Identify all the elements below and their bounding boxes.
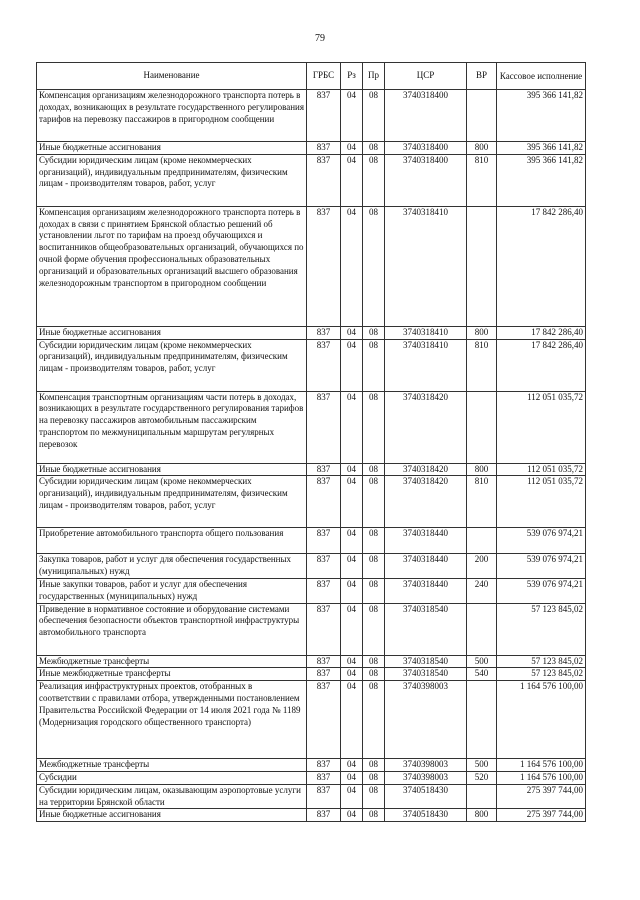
table-cell-amount: 57 123 845,02	[497, 603, 586, 655]
table-cell-pr: 08	[363, 206, 385, 326]
header-rz: Рз	[341, 63, 363, 90]
table-cell-rz: 04	[341, 206, 363, 326]
table-cell-grbs: 837	[307, 771, 341, 784]
table-cell-grbs: 837	[307, 90, 341, 142]
table-cell-vr	[467, 784, 497, 809]
table-cell-csr: 3740318420	[385, 391, 467, 463]
table-cell-csr: 3740398003	[385, 681, 467, 759]
table-cell-amount: 112 051 035,72	[497, 463, 586, 476]
table-row	[37, 206, 586, 326]
table-cell-vr: 800	[467, 463, 497, 476]
table-cell-csr: 3740318400	[385, 154, 467, 206]
table-cell-pr: 08	[363, 339, 385, 391]
table-cell-amount: 539 076 974,21	[497, 528, 586, 554]
header-vr: ВР	[467, 63, 497, 90]
table-cell-vr	[467, 391, 497, 463]
table-cell-rz: 04	[341, 655, 363, 668]
table-cell-grbs: 837	[307, 681, 341, 759]
table-cell-rz: 04	[341, 391, 363, 463]
table-cell-name: Иные бюджетные ассигнования	[37, 326, 307, 339]
table-cell-pr: 08	[363, 391, 385, 463]
table-cell-pr: 08	[363, 463, 385, 476]
table-cell-name: Субсидии юридическим лицам, оказывающим аэропортовые услуги на территории Брянской области	[37, 784, 307, 809]
table-cell-grbs: 837	[307, 326, 341, 339]
table-cell-vr	[467, 603, 497, 655]
table-cell-pr: 08	[363, 476, 385, 528]
table-cell-vr	[467, 528, 497, 554]
table-cell-name: Компенсация организациям железнодорожного транспорта потерь в доходах в связи с принятием Брянской областью решений об установлении льгот по тарифам на проезд обучающихся и воспитанников общеобразовательных организаций, обучающихся по очной форме обучения профессиональных образовательных организаций и образовательных организаций высшего образования железнодорожным транспортом в пригородном сообщении	[37, 206, 307, 326]
table-cell-name: Субсидии	[37, 771, 307, 784]
table-cell-amount: 17 842 286,40	[497, 326, 586, 339]
table-cell-vr	[467, 90, 497, 142]
table-cell-rz: 04	[341, 784, 363, 809]
table-row	[37, 771, 586, 784]
table-cell-vr: 500	[467, 655, 497, 668]
table-cell-csr: 3740318410	[385, 339, 467, 391]
table-cell-name: Межбюджетные трансферты	[37, 655, 307, 668]
table-cell-vr: 200	[467, 554, 497, 579]
table-row	[37, 578, 586, 603]
table-cell-pr: 08	[363, 603, 385, 655]
table-cell-amount: 17 842 286,40	[497, 339, 586, 391]
table-row	[37, 326, 586, 339]
table-cell-amount: 112 051 035,72	[497, 391, 586, 463]
table-cell-vr: 800	[467, 326, 497, 339]
table-cell-rz: 04	[341, 528, 363, 554]
table-cell-rz: 04	[341, 681, 363, 759]
table-cell-name: Закупка товаров, работ и услуг для обеспечения государственных (муниципальных) нужд	[37, 554, 307, 579]
table-cell-csr: 3740318540	[385, 668, 467, 681]
table-row	[37, 809, 586, 822]
table-cell-amount: 1 164 576 100,00	[497, 759, 586, 772]
table-cell-vr: 810	[467, 154, 497, 206]
table-cell-amount: 17 842 286,40	[497, 206, 586, 326]
table-cell-csr: 3740318420	[385, 463, 467, 476]
table-cell-name: Субсидии юридическим лицам (кроме некоммерческих организаций), индивидуальным предпринимателям, физическим лицам - производителям товаров, работ, услуг	[37, 476, 307, 528]
table-cell-pr: 08	[363, 771, 385, 784]
table-cell-name: Межбюджетные трансферты	[37, 759, 307, 772]
table-row	[37, 476, 586, 528]
table-row	[37, 759, 586, 772]
table-cell-vr: 520	[467, 771, 497, 784]
table-cell-csr: 3740318440	[385, 578, 467, 603]
header-name: Наименование	[37, 63, 307, 90]
table-cell-name: Иные бюджетные ассигнования	[37, 463, 307, 476]
table-cell-rz: 04	[341, 759, 363, 772]
table-cell-amount: 112 051 035,72	[497, 476, 586, 528]
table-cell-amount: 395 366 141,82	[497, 142, 586, 155]
table-cell-pr: 08	[363, 90, 385, 142]
table-row	[37, 154, 586, 206]
table-cell-name: Субсидии юридическим лицам (кроме некоммерческих организаций), индивидуальным предпринимателям, физическим лицам - производителям товаров, работ, услуг	[37, 339, 307, 391]
table-cell-grbs: 837	[307, 668, 341, 681]
table-cell-csr: 3740318540	[385, 603, 467, 655]
table-cell-amount: 395 366 141,82	[497, 154, 586, 206]
table-cell-name: Иные закупки товаров, работ и услуг для обеспечения государственных (муниципальных) нужд	[37, 578, 307, 603]
table-cell-grbs: 837	[307, 206, 341, 326]
table-cell-rz: 04	[341, 476, 363, 528]
header-exec: Кассовое исполнение	[497, 63, 586, 90]
table-cell-name: Иные бюджетные ассигнования	[37, 142, 307, 155]
table-row	[37, 603, 586, 655]
table-cell-pr: 08	[363, 528, 385, 554]
table-cell-csr: 3740318540	[385, 655, 467, 668]
table-cell-rz: 04	[341, 668, 363, 681]
table-cell-csr: 3740398003	[385, 759, 467, 772]
table-cell-vr: 500	[467, 759, 497, 772]
table-cell-pr: 08	[363, 326, 385, 339]
table-cell-name: Компенсация организациям железнодорожного транспорта потерь в доходах, возникающих в результате государственного регулирования тарифов на перевозку пассажиров в пригородном сообщении	[37, 90, 307, 142]
table-cell-grbs: 837	[307, 784, 341, 809]
table-row	[37, 681, 586, 759]
table-cell-csr: 3740318440	[385, 528, 467, 554]
budget-table	[36, 62, 586, 822]
table-cell-name: Приведение в нормативное состояние и оборудование системами обеспечения безопасности объектов транспортной инфраструктуры автомобильного транспорта	[37, 603, 307, 655]
table-cell-grbs: 837	[307, 528, 341, 554]
table-cell-grbs: 837	[307, 142, 341, 155]
table-cell-name: Реализация инфраструктурных проектов, отобранных в соответствии с правилами отбора, утвержденными постановлением Правительства Российской Федерации от 14 июля 2021 года № 1189 (Модернизация городского общественного транспорта)	[37, 681, 307, 759]
table-row	[37, 339, 586, 391]
table-cell-pr: 08	[363, 578, 385, 603]
table-cell-pr: 08	[363, 759, 385, 772]
table-cell-rz: 04	[341, 603, 363, 655]
table-cell-pr: 08	[363, 681, 385, 759]
table-cell-rz: 04	[341, 326, 363, 339]
table-cell-grbs: 837	[307, 339, 341, 391]
table-cell-vr: 810	[467, 339, 497, 391]
table-cell-vr: 240	[467, 578, 497, 603]
table-cell-amount: 539 076 974,21	[497, 578, 586, 603]
table-cell-name: Компенсация транспортным организациям части потерь в доходах, возникающих в результате государственного регулирования тарифов на перевозку пассажиров автомобильным пассажирским транспортом по межмуниципальным маршрутам регулярных перевозок	[37, 391, 307, 463]
table-row	[37, 655, 586, 668]
table-cell-vr	[467, 681, 497, 759]
table-row	[37, 784, 586, 809]
table-cell-name: Иные межбюджетные трансферты	[37, 668, 307, 681]
table-row	[37, 668, 586, 681]
table-cell-grbs: 837	[307, 463, 341, 476]
table-cell-pr: 08	[363, 809, 385, 822]
table-cell-pr: 08	[363, 668, 385, 681]
header-grbs: ГРБС	[307, 63, 341, 90]
table-cell-name: Приобретение автомобильного транспорта общего пользования	[37, 528, 307, 554]
table-cell-pr: 08	[363, 142, 385, 155]
table-cell-pr: 08	[363, 154, 385, 206]
table-row	[37, 142, 586, 155]
table-cell-grbs: 837	[307, 476, 341, 528]
table-cell-vr	[467, 206, 497, 326]
table-cell-grbs: 837	[307, 759, 341, 772]
table-cell-csr: 3740398003	[385, 771, 467, 784]
table-cell-pr: 08	[363, 655, 385, 668]
header-pr: Пр	[363, 63, 385, 90]
table-cell-rz: 04	[341, 578, 363, 603]
table-cell-rz: 04	[341, 142, 363, 155]
table-cell-vr: 810	[467, 476, 497, 528]
table-cell-pr: 08	[363, 784, 385, 809]
table-row	[37, 554, 586, 579]
table-cell-rz: 04	[341, 154, 363, 206]
table-cell-grbs: 837	[307, 391, 341, 463]
table-cell-grbs: 837	[307, 655, 341, 668]
table-cell-pr: 08	[363, 554, 385, 579]
table-cell-vr: 800	[467, 142, 497, 155]
table-cell-rz: 04	[341, 90, 363, 142]
table-cell-rz: 04	[341, 463, 363, 476]
table-cell-grbs: 837	[307, 809, 341, 822]
table-cell-grbs: 837	[307, 154, 341, 206]
table-cell-rz: 04	[341, 809, 363, 822]
table-cell-amount: 57 123 845,02	[497, 655, 586, 668]
table-cell-grbs: 837	[307, 554, 341, 579]
table-cell-rz: 04	[341, 771, 363, 784]
table-cell-vr: 800	[467, 809, 497, 822]
header-csr: ЦСР	[385, 63, 467, 90]
table-cell-grbs: 837	[307, 578, 341, 603]
table-cell-csr: 3740318410	[385, 326, 467, 339]
table-cell-grbs: 837	[307, 603, 341, 655]
table-cell-csr: 3740318410	[385, 206, 467, 326]
table-cell-rz: 04	[341, 339, 363, 391]
table-row	[37, 90, 586, 142]
table-cell-csr: 3740518430	[385, 809, 467, 822]
table-cell-csr: 3740518430	[385, 784, 467, 809]
table-header-row	[37, 63, 586, 90]
table-cell-rz: 04	[341, 554, 363, 579]
table-row	[37, 463, 586, 476]
table-cell-csr: 3740318420	[385, 476, 467, 528]
table-cell-amount: 57 123 845,02	[497, 668, 586, 681]
table-cell-vr: 540	[467, 668, 497, 681]
table-cell-amount: 395 366 141,82	[497, 90, 586, 142]
table-row	[37, 391, 586, 463]
table-cell-amount: 275 397 744,00	[497, 809, 586, 822]
table-row	[37, 528, 586, 554]
page-number: 79	[315, 33, 325, 44]
table-cell-name: Иные бюджетные ассигнования	[37, 809, 307, 822]
table-cell-amount: 1 164 576 100,00	[497, 771, 586, 784]
table-cell-amount: 1 164 576 100,00	[497, 681, 586, 759]
table-cell-amount: 539 076 974,21	[497, 554, 586, 579]
table-cell-amount: 275 397 744,00	[497, 784, 586, 809]
table-cell-csr: 3740318440	[385, 554, 467, 579]
table-cell-name: Субсидии юридическим лицам (кроме некоммерческих организаций), индивидуальным предпринимателям, физическим лицам - производителям товаров, работ, услуг	[37, 154, 307, 206]
table-cell-csr: 3740318400	[385, 142, 467, 155]
table-cell-csr: 3740318400	[385, 90, 467, 142]
